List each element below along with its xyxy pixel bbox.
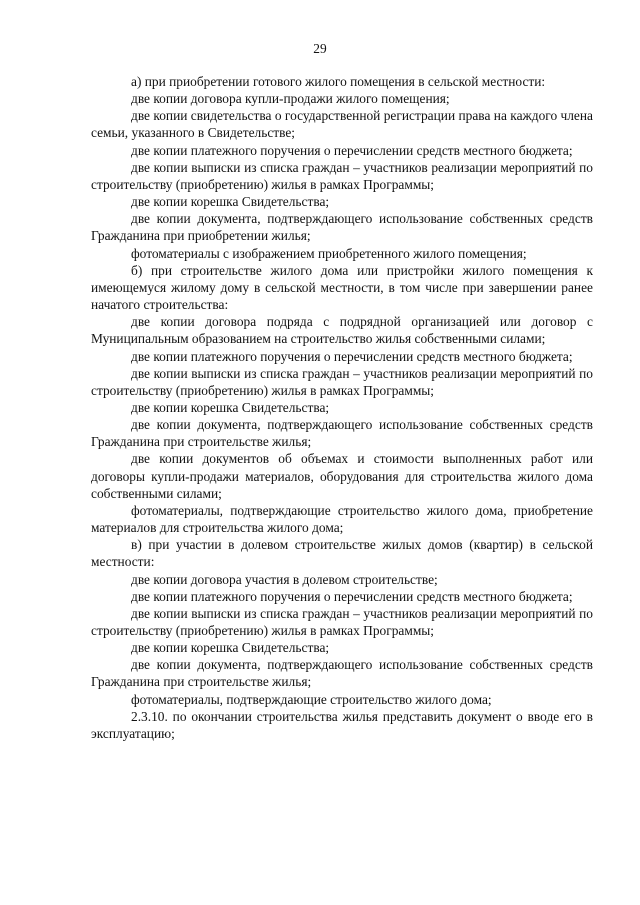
paragraph: две копии корешка Свидетельства; <box>131 640 330 656</box>
paragraph: две копии документа, подтверждающего использование собственных средств Гражданина при строительстве жилья; <box>91 657 593 690</box>
paragraph: две копии платежного поручения о перечислении средств местного бюджета; <box>131 348 573 364</box>
paragraph: фотоматериалы с изображением приобретенного жилого помещения; <box>131 245 527 261</box>
paragraph-shared-construction-heading: в) при участии в долевом строительстве жилых домов (квартир) в сельской местности: <box>91 537 593 570</box>
paragraph: две копии свидетельства о государственной регистрации права на каждого члена семьи, указанного в Свидетельстве; <box>91 108 593 141</box>
paragraph: фотоматериалы, подтверждающие строительство жилого дома, приобретение материалов для строительства жилого дома; <box>91 502 593 536</box>
paragraph: две копии выписки из списка граждан – участников реализации мероприятий по строительству (приобретению) жилья в рамках Программы; <box>91 365 593 398</box>
page-number: 29 <box>313 41 327 56</box>
paragraph: две копии документа, подтверждающего использование собственных средств Гражданина при приобретении жилья; <box>91 211 593 244</box>
paragraph: две копии договора подряда с подрядной организацией или договор с Муниципальным образованием на строительство жилья собственными силами; <box>91 314 593 347</box>
paragraph: две копии документа, подтверждающего использование собственных средств Гражданина при строительстве жилья; <box>91 417 593 450</box>
paragraph: две копии выписки из списка граждан – участников реализации мероприятий по строительству (приобретению) жилья в рамках Программы; <box>91 605 593 638</box>
paragraph-clause-2-3-10: 2.3.10. по окончании строительства жилья представить документ о вводе его в эксплуатацию; <box>91 708 593 741</box>
document-body <box>91 73 593 742</box>
paragraph-purchase-heading: а) при приобретении готового жилого помещения в сельской местности: <box>131 74 546 89</box>
paragraph: две копии договора купли-продажи жилого помещения; <box>131 91 450 107</box>
paragraph: две копии платежного поручения о перечислении средств местного бюджета; <box>131 588 573 604</box>
paragraph: две копии корешка Свидетельства; <box>131 194 330 210</box>
paragraph: две копии документов об объемах и стоимости выполненных работ или договоры купли-продажи материалов, оборудования для строительства жилого дома собственными силами; <box>91 451 593 501</box>
paragraph: две копии платежного поручения о перечислении средств местного бюджета; <box>131 142 573 158</box>
paragraph: две копии договора участия в долевом строительстве; <box>131 571 438 587</box>
paragraph: фотоматериалы, подтверждающие строительство жилого дома; <box>131 691 492 707</box>
paragraph-construction-heading: б) при строительстве жилого дома или пристройки жилого помещения к имеющемуся жилому дому в сельской местности, в том числе при завершении ранее начатого строительства: <box>91 262 593 313</box>
paragraph: две копии выписки из списка граждан – участников реализации мероприятий по строительству (приобретению) жилья в рамках Программы; <box>91 159 593 192</box>
paragraph: две копии корешка Свидетельства; <box>131 399 330 415</box>
